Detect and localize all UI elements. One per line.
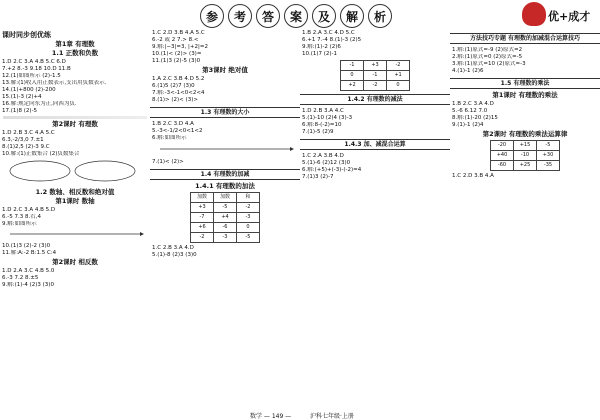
header-char: 答 [256, 4, 280, 28]
answer-line: 11.解:A:-2 B:1.5 C:4 [2, 250, 57, 256]
header-char: 案 [284, 4, 308, 28]
section-heading: 第2课时 相反数 [52, 258, 98, 266]
section-heading: 第1课时 有理数的乘法 [492, 91, 558, 99]
answer-line: 1.D 2.C 3.A 4.B 5.D [2, 207, 56, 213]
number-line [5, 228, 145, 240]
section-heading: 第2课时 有理数的乘法运算律 [482, 130, 568, 138]
table-cell: +3 [364, 61, 387, 71]
answer-line: 9.解:如图所示 [2, 221, 37, 227]
brand-logo [522, 2, 592, 32]
answer-line: 6.-3 7.2 8.±5 [2, 275, 39, 281]
answer-table [490, 140, 560, 171]
page-header [0, 0, 600, 34]
column-title: 课时同步创优练 [2, 31, 51, 39]
answer-line: 16.解:规定向东为正,向西为负. [2, 101, 77, 107]
answer-line: 7.(1)-5 (2)9 [302, 129, 334, 135]
answer-line: 5.(1)-8 (2)3 (3)0 [152, 252, 197, 258]
answer-line: 9.(1)-1 (2)4 [452, 122, 484, 128]
column-4 [450, 30, 600, 410]
answer-line: 10.(1)< (2)> (3)= [152, 51, 202, 57]
answer-line: 6.(1)5 (2)7 (3)0 [152, 83, 195, 89]
answer-line: 6.-2 或 2 7.> 8.< [152, 37, 199, 43]
answer-line: 3.解:(1)原式=10 (2)原式=-3 [452, 61, 526, 67]
section-heading: 1.4.2 有理数的减法 [300, 94, 450, 105]
table-cell: +15 [514, 141, 537, 151]
footer-book: 沪科七年级·上册 [310, 413, 354, 420]
table-cell: -5 [537, 141, 560, 151]
table-cell: 0 [237, 223, 260, 233]
answer-line: 9.解:(1)-4 (2)3 (3)0 [2, 282, 54, 288]
section-heading: 1.2 数轴、相反数和绝对值 [35, 188, 115, 196]
answer-line: 6.3,-2/3,0 7.±1 [2, 137, 44, 143]
section-heading: 1.4 有理数的加减 [150, 169, 300, 180]
divider [3, 116, 147, 119]
answer-line: 10.(1)7 (2)-1 [302, 51, 338, 57]
table-cell: -60 [491, 161, 514, 171]
answer-line: 12.(1)如图所示 (2)-1.5 [2, 73, 61, 79]
table-cell: -5 [237, 233, 260, 243]
header-title [200, 4, 392, 28]
table-cell: +6 [191, 223, 214, 233]
answer-line: 1.D 2.C 3.A 4.B 5.C 6.D [2, 59, 66, 65]
section-heading: 第3课时 绝对值 [202, 66, 248, 74]
table-cell: -1 [364, 71, 387, 81]
table-cell: -2 [191, 233, 214, 243]
table-cell: +25 [514, 161, 537, 171]
answer-line: 7.(1)3 (2)-7 [302, 174, 334, 180]
answer-line: 6.解:(+5)+(-3)-(-2)=4 [302, 167, 362, 173]
answer-line: 8.(1)> (2)< (3)> [152, 97, 198, 103]
answer-line: 17.(1)8 (2)-5 [2, 108, 38, 114]
answer-line: 1.C 2.A 3.B 4.D [302, 153, 344, 159]
table-cell: +1 [387, 71, 410, 81]
header-char: 析 [368, 4, 392, 28]
answer-line: 10.(1)3 (2)-2 (3)0 [2, 243, 51, 249]
answer-line: 1.C 2.B 3.A 4.D [152, 245, 194, 251]
table-cell: -7 [191, 213, 214, 223]
answer-table [190, 192, 260, 243]
table-cell: 和 [237, 193, 260, 203]
answer-line: 15.(1)-3 (2)+4 [2, 94, 42, 100]
table-cell: 0 [341, 71, 364, 81]
answer-line: 14.(1)+800 (2)-200 [2, 87, 56, 93]
answer-line: 5.-3<-1/2<0<1<2 [152, 128, 203, 134]
table-cell: -2 [364, 81, 387, 91]
table-cell: -2 [387, 61, 410, 71]
table-cell: +30 [537, 151, 560, 161]
answer-line: 1.B 2.C 3.A 4.D [452, 101, 494, 107]
answer-line: 5.(1)-10 (2)4 (3)-3 [302, 115, 353, 121]
page-footer [0, 410, 600, 420]
answer-line: 1.D 2.A 3.C 4.B 5.0 [2, 268, 55, 274]
answer-line: 1.C 2.D 3.B 4.A 5.C [152, 30, 205, 36]
answer-line: 7.解:-3<-1<0<2<4 [152, 90, 205, 96]
answer-line: 5.(1)-6 (2)12 (3)0 [302, 160, 351, 166]
table-cell: -20 [491, 141, 514, 151]
brand-text: 优+成才 [548, 10, 591, 23]
table-cell: +40 [491, 151, 514, 161]
header-char: 考 [228, 4, 252, 28]
table-cell: -10 [514, 151, 537, 161]
table-cell: -2 [237, 203, 260, 213]
section-heading: 第2课时 有理数 [52, 120, 98, 128]
section-heading: 1.3 有理数的大小 [150, 107, 300, 118]
answer-line: 11.(1)3 (2)-5 (3)0 [152, 58, 201, 64]
answer-line: 6.+1 7.-4 8.(1)-3 (2)5 [302, 37, 362, 43]
answer-line: 9.解:(1)-2 (2)6 [302, 44, 341, 50]
answer-line: 7.+2 8.-3 9.18 10.D 11.B [2, 66, 71, 72]
section-heading: 第1课时 数轴 [55, 197, 95, 205]
table-cell: 加数 [191, 193, 214, 203]
header-char: 解 [340, 4, 364, 28]
table-cell: 0 [387, 81, 410, 91]
section-heading: 方法技巧专题 有理数的加减混合运算技巧 [450, 33, 600, 44]
answer-line: 4.(1)-1 (2)6 [452, 68, 484, 74]
table-cell: -3 [214, 233, 237, 243]
table-cell: -6 [214, 223, 237, 233]
column-2 [150, 30, 300, 410]
answer-line: 10.解:(1)正数集合 (2)负数集合 [2, 151, 80, 157]
section-heading: 1.4.3 加、减混合运算 [300, 139, 450, 150]
answer-line: 1.C 2.D 3.B 4.A [452, 173, 494, 179]
footer-page: 数学 — 149 — [250, 413, 292, 420]
table-cell: +2 [341, 81, 364, 91]
answer-line: 1.解:(1)原式=-9 (2)原式=2 [452, 47, 523, 53]
header-char: 参 [200, 4, 224, 28]
brand-badge-icon [522, 2, 546, 26]
answer-line: 8.解:(1)-20 (2)15 [452, 115, 498, 121]
set-diagram [5, 158, 145, 184]
answer-line: 6.解:如图所示 [152, 135, 187, 141]
answer-line: 6.解:8-(-2)=10 [302, 122, 342, 128]
table-cell: -5 [214, 203, 237, 213]
answer-table [340, 60, 410, 91]
section-heading: 1.4.1 有理数的加法 [195, 182, 255, 190]
answer-line: 1.D 2.B 3.C 4.A 5.C [2, 130, 55, 136]
answer-line: 1.B 2.A 3.C 4.D 5.C [302, 30, 355, 36]
answer-line: 2.解:(1)原式=0 (2)原式=-5 [452, 54, 523, 60]
chapter-heading: 第1章 有理数 [55, 40, 95, 48]
column-3 [300, 30, 450, 410]
answer-line: 13.解:(1)收入用正数表示,支出用负数表示. [2, 80, 107, 86]
table-cell: -35 [537, 161, 560, 171]
answer-line: 1.D 2.B 3.A 4.C [302, 108, 344, 114]
number-line [155, 142, 295, 156]
answer-line: 5.-6 6.12 7.0 [452, 108, 488, 114]
answer-line: 1.B 2.C 3.D 4.A [152, 121, 194, 127]
answer-line: 7.(1)< (2)> [152, 159, 184, 165]
header-char: 及 [312, 4, 336, 28]
table-cell: 加数 [214, 193, 237, 203]
table-cell: -3 [237, 213, 260, 223]
section-heading: 1.5 有理数的乘法 [450, 78, 600, 89]
table-cell: +4 [214, 213, 237, 223]
answer-line: 8.(1)2,5 (2)-3 9.C [2, 144, 50, 150]
section-heading: 1.1 正数和负数 [51, 49, 99, 57]
table-cell: -1 [341, 61, 364, 71]
answer-line: 9.解:|−3|=3, |+2|=2 [152, 44, 208, 50]
answer-line: 6.-5 7.3 8.右,4 [2, 214, 41, 220]
table-cell: +3 [191, 203, 214, 213]
column-1 [0, 30, 150, 410]
answer-line: 1.A 2.C 3.B 4.D 5.2 [152, 76, 205, 82]
